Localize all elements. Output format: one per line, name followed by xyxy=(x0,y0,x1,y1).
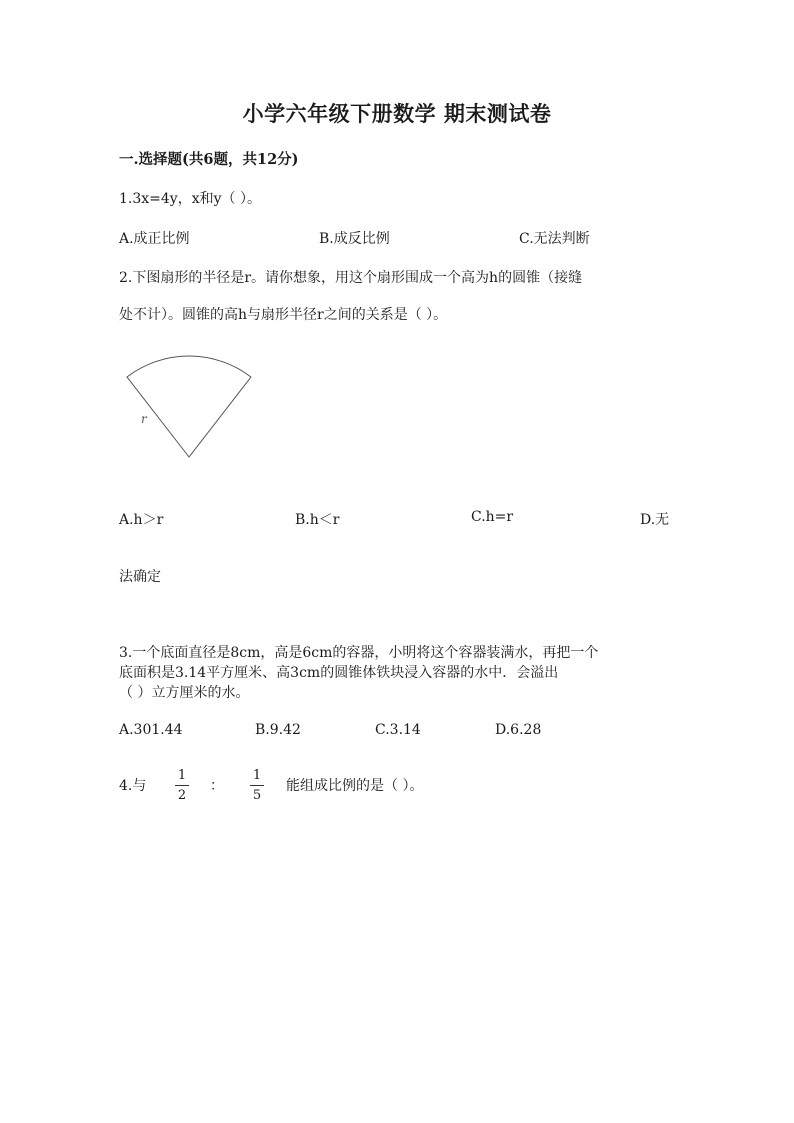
fraction-one-fifth xyxy=(249,768,265,803)
sector-radius-label: r xyxy=(141,412,147,426)
fraction-1-denominator: 2 xyxy=(177,788,187,803)
fraction-2-denominator: 5 xyxy=(252,788,262,803)
page-title: 小学六年级下册数学 期末测试卷 xyxy=(242,101,552,126)
section-heading: 一.选择题(共6题，共12分) xyxy=(119,151,299,168)
question-1-option-a: A.成正比例 xyxy=(119,231,190,247)
fraction-1-bar xyxy=(175,785,189,786)
question-3-option-b: B.9.42 xyxy=(255,722,301,738)
fraction-2-bar xyxy=(250,785,264,786)
question-2-option-d-continued: 法确定 xyxy=(119,569,161,585)
question-3-line-1: 3.一个底面直径是8cm，高是6cm的容器，小明将这个容器装满水，再把一个 xyxy=(119,645,599,661)
question-4-prefix: 4.与 xyxy=(119,778,147,794)
question-2-option-c: C.h=r xyxy=(471,509,514,525)
question-1-option-b: B.成反比例 xyxy=(319,231,390,247)
question-1-option-c: C.无法判断 xyxy=(519,231,590,247)
fraction-one-half xyxy=(174,768,190,803)
fraction-1-numerator: 1 xyxy=(177,768,187,783)
question-2-option-d: D.无 xyxy=(640,512,670,528)
question-3-line-3: （ ）立方厘米的水。 xyxy=(119,685,250,701)
question-2-line-2: 处不计）。圆锥的高h与扇形半径r之间的关系是（ ）。 xyxy=(119,307,448,323)
question-3-option-c: C.3.14 xyxy=(375,722,421,738)
question-2-option-b: B.h＜r xyxy=(295,512,340,528)
question-2-option-a: A.h＞r xyxy=(119,512,164,528)
question-4-suffix: 能组成比例的是（ ）。 xyxy=(286,778,424,794)
question-3-option-d: D.6.28 xyxy=(495,722,542,738)
sector-figure xyxy=(120,352,260,464)
sector-outline xyxy=(127,356,251,457)
fraction-2-numerator: 1 xyxy=(252,768,262,783)
question-2-line-1: 2.下图扇形的半径是r。请你想象，用这个扇形围成一个高为h的圆锥（接缝 xyxy=(119,270,583,286)
question-1-text: 1.3x=4y，x和y（ ）。 xyxy=(119,191,261,207)
question-3-option-a: A.301.44 xyxy=(119,722,183,738)
question-3-line-2: 底面积是3.14平方厘米、高3cm的圆锥体铁块浸入容器的水中．会溢出 xyxy=(119,665,559,681)
ratio-colon: ： xyxy=(210,778,224,794)
